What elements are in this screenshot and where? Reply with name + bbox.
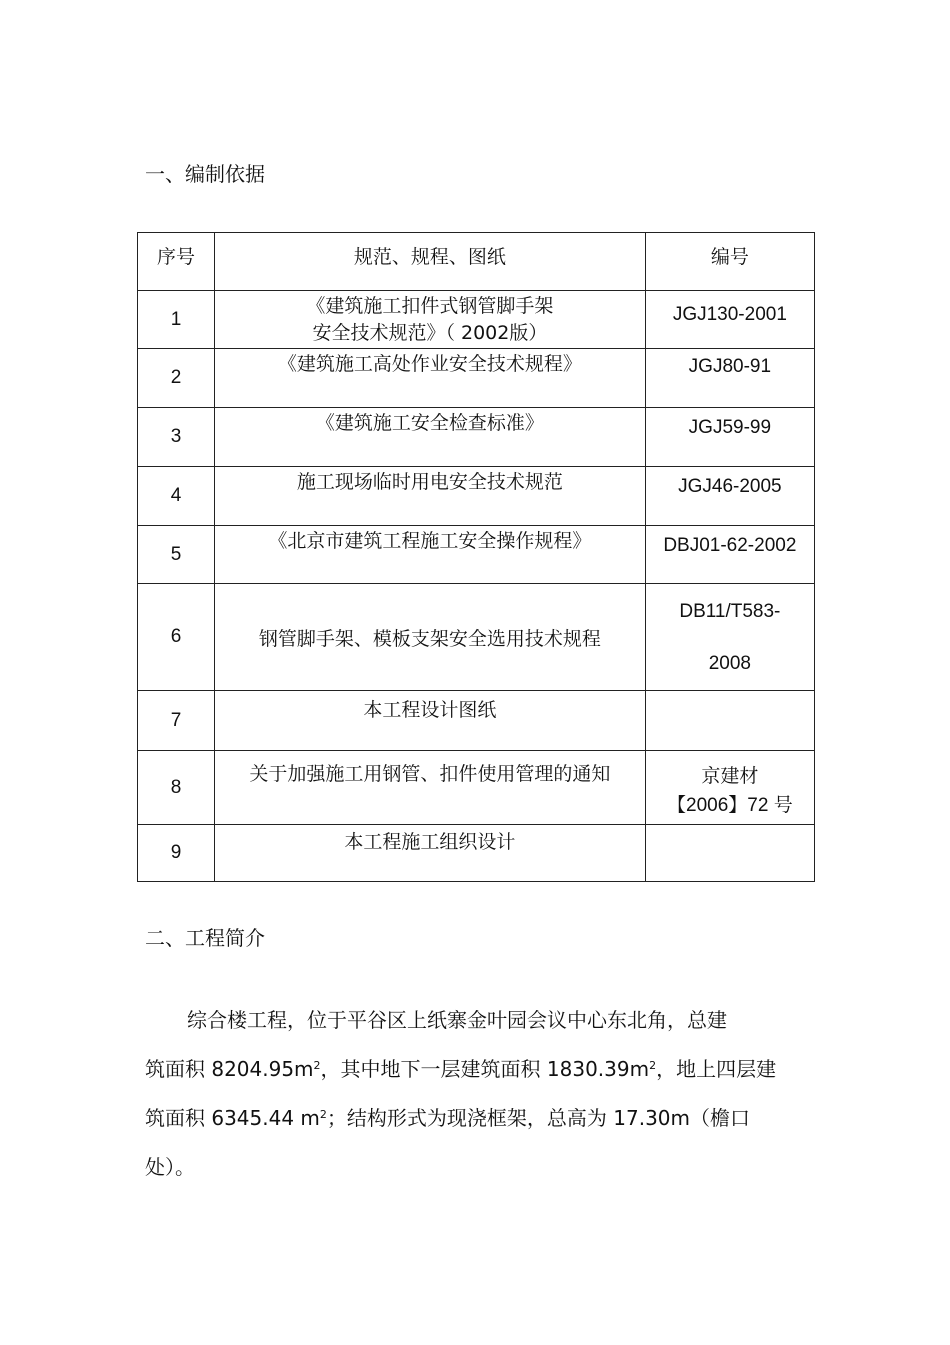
row-code-line: 【2006】72 号 <box>667 795 793 816</box>
header-name: 规范、规程、图纸 <box>215 233 646 291</box>
row-no: 7 <box>138 691 215 751</box>
row-no: 6 <box>138 584 215 691</box>
row-code <box>645 751 814 825</box>
table-header-row <box>138 233 815 291</box>
text-span: ；结构形式为现浇框架，总高为 17.30m（檐口 <box>326 1106 751 1130</box>
row-code-line: 2008 <box>708 653 751 674</box>
row-name: 钢管脚手架、模板支架安全选用技术规程 <box>215 584 646 691</box>
row-name: 《建筑施工安全检查标准》 <box>215 408 646 467</box>
row-no: 2 <box>138 349 215 408</box>
row-code <box>645 691 814 751</box>
overview-paragraph <box>145 996 810 1192</box>
row-code <box>645 825 814 882</box>
row-no: 5 <box>138 526 215 584</box>
row-code: JGJ80-91 <box>645 349 814 408</box>
row-no: 8 <box>138 751 215 825</box>
standards-table <box>137 232 815 882</box>
table-row <box>138 751 815 825</box>
row-code-line: DB11/T583- <box>679 601 781 622</box>
row-code-line: 京建材 <box>701 765 759 787</box>
superscript: 2 <box>313 1059 321 1072</box>
header-code: 编号 <box>645 233 814 291</box>
paragraph-line <box>145 1045 810 1094</box>
row-code <box>645 584 814 691</box>
table-row <box>138 825 815 882</box>
row-code: JGJ59-99 <box>645 408 814 467</box>
row-name: 关于加强施工用钢管、扣件使用管理的通知 <box>215 751 646 825</box>
header-no: 序号 <box>138 233 215 291</box>
text-span: ，地上四层建 <box>656 1057 777 1081</box>
row-no: 1 <box>138 291 215 349</box>
row-no: 9 <box>138 825 215 882</box>
section-title-basis: 一、编制依据 <box>145 162 265 186</box>
row-code: DBJ01-62-2002 <box>645 526 814 584</box>
table-row <box>138 584 815 691</box>
row-name: 施工现场临时用电安全技术规范 <box>215 467 646 526</box>
row-name: 《建筑施工高处作业安全技术规程》 <box>215 349 646 408</box>
row-name-line: 安全技术规范》（ 2002版） <box>312 322 548 344</box>
table-row <box>138 467 815 526</box>
row-name: 本工程施工组织设计 <box>215 825 646 882</box>
row-name: 《北京市建筑工程施工安全操作规程》 <box>215 526 646 584</box>
row-name: 本工程设计图纸 <box>215 691 646 751</box>
table-row <box>138 408 815 467</box>
table-row <box>138 291 815 349</box>
row-code: JGJ46-2005 <box>645 467 814 526</box>
row-no: 3 <box>138 408 215 467</box>
section-title-overview: 二、工程简介 <box>145 926 265 950</box>
row-name-line: 《建筑施工扣件式钢管脚手架 <box>306 295 554 317</box>
row-name <box>215 291 646 349</box>
text-span: 筑面积 8204.95m <box>145 1057 314 1081</box>
paragraph-line: 综合楼工程，位于平谷区上纸寨金叶园会议中心东北角，总建 <box>187 1008 727 1032</box>
table-row <box>138 526 815 584</box>
paragraph-line: 处）。 <box>145 1155 195 1179</box>
text-span: ，其中地下一层建筑面积 1830.39m <box>320 1057 650 1081</box>
superscript: 2 <box>319 1108 327 1121</box>
table-row <box>138 691 815 751</box>
text-span: 筑面积 6345.44 m <box>145 1106 320 1130</box>
paragraph-line <box>145 1094 810 1143</box>
table-row <box>138 349 815 408</box>
superscript: 2 <box>649 1059 657 1072</box>
row-no: 4 <box>138 467 215 526</box>
row-code: JGJ130-2001 <box>645 291 814 349</box>
